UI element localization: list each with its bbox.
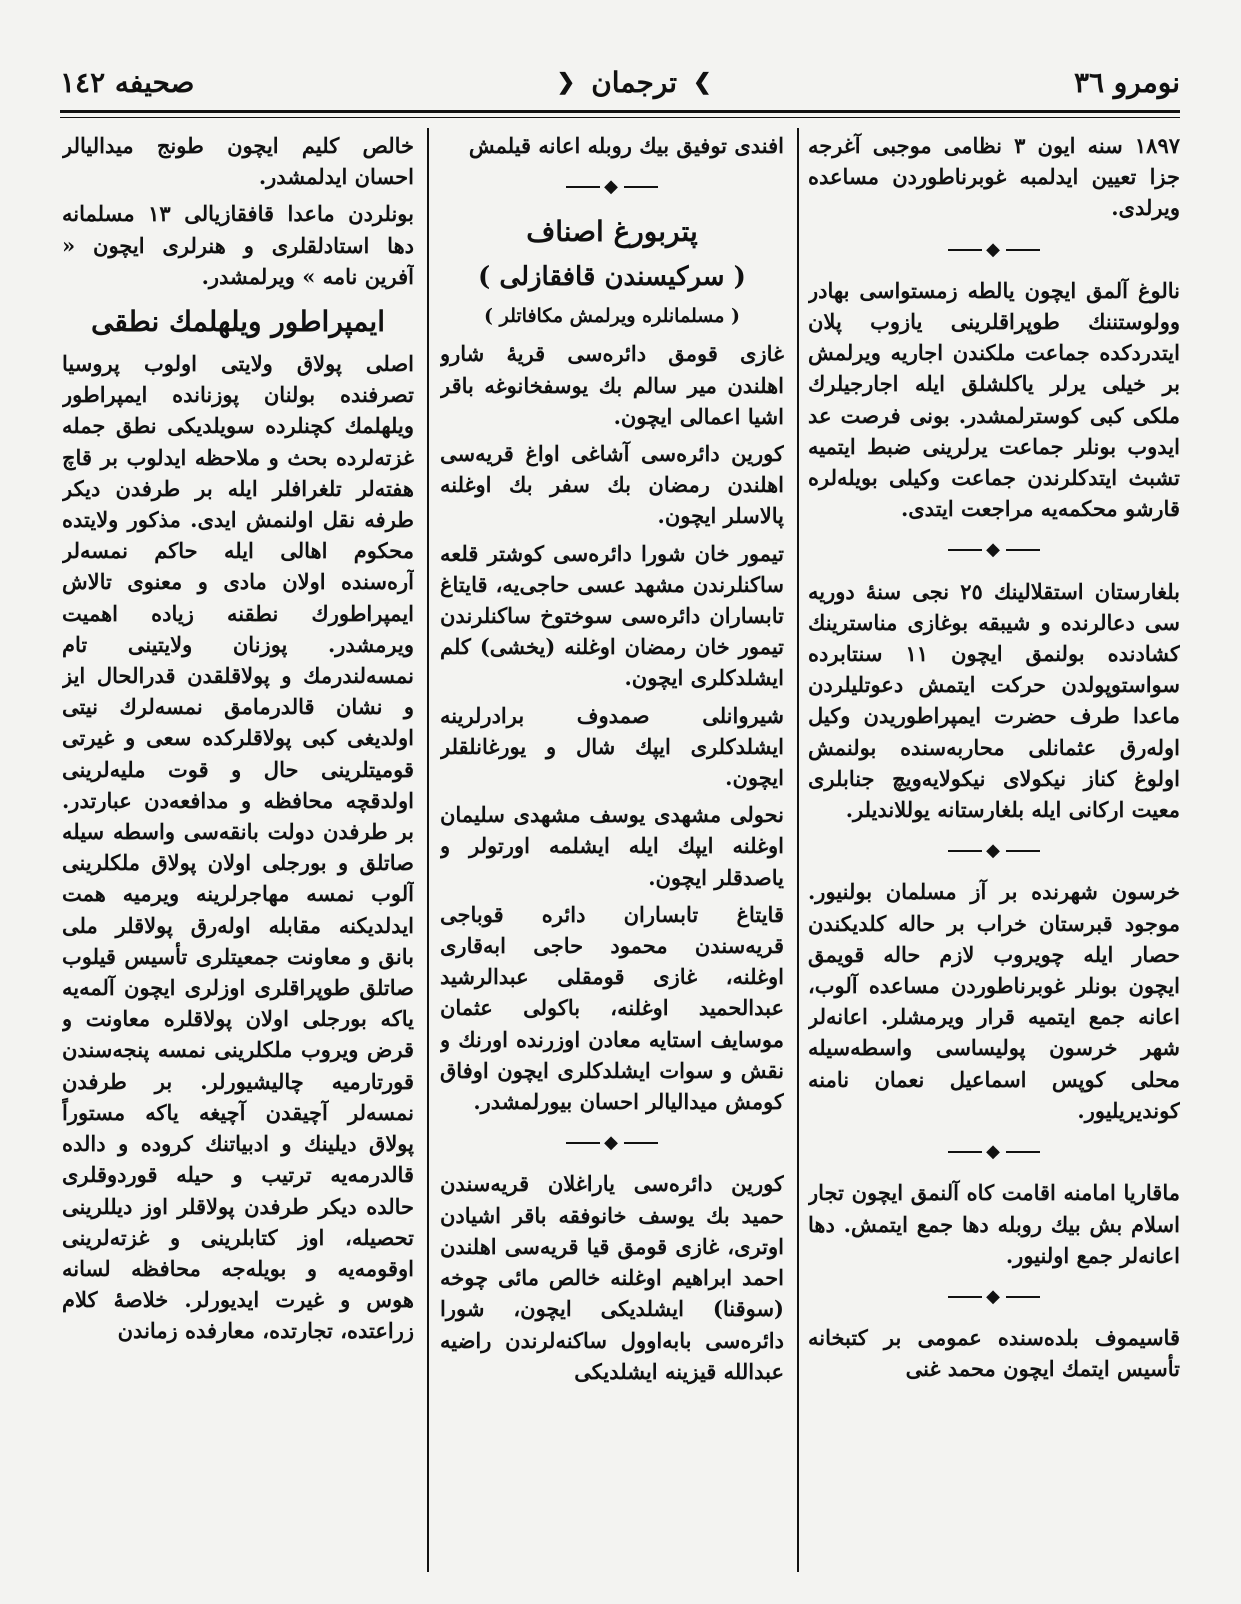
separator xyxy=(808,534,1180,565)
section-subtitle: ( مسلمانلره ويرلمش مكافاتلر ) xyxy=(484,305,740,328)
masthead xyxy=(557,66,712,99)
section-subheading: ( سركيسندن قافقازلى ) xyxy=(478,262,746,293)
header-rule xyxy=(60,110,1180,113)
article-paragraph: تيمور خان شورا دائره‌سى كوشتر قلعه ساكنلرندن مشهد عسى حاجى‌يه، قايتاغ تابساران دائره‌سى سوختوخ ساكنلرندن تيمور خان رمضان اوغلنه (يخشى) كلم ايشلدكلرى ايچون. xyxy=(440,540,784,691)
article-paragraph: افندى توفيق بيك روبله اعانه قيلمش xyxy=(468,133,784,158)
separator xyxy=(808,835,1180,866)
section-heading: پتربورغ اصناف xyxy=(526,215,698,249)
section-heading: ايمپراطور ويلهلمك نطقى xyxy=(90,305,385,339)
column-left xyxy=(62,130,414,1570)
issue-number: نومرو ٣٦ xyxy=(1073,65,1180,99)
diamond-icon: ◆ xyxy=(986,840,1002,862)
article-paragraph: قاسيموف بلده‌سنده عمومى بر كتبخانه تأسيس ايتمك ايچون محمد غنى xyxy=(808,1325,1180,1382)
article-paragraph: نالوغ آلمق ايچون يالطه زمستواسى بهادر وولوستننك طوپراقلرينى يازوب پلان ايتدردكده جماعت ملكندن اجاريه ويرلمش بر خيلى يرلر ياكلشلق ايله اجارجيلرك ملكى كبى كوسترلمشدر. بونى فرصت عد ايدوب بونلر جماعت يرلرينى ضبط ايتميه تشبث ايتدكلرندن جماعت وكيلى بويله‌لره قارشو محكمه‌يه مراجعت ايتدى. xyxy=(808,277,1180,522)
article-paragraph: كورين دائره‌سى ياراغلان قريه‌سندن حميد بك يوسف خانوفقه باقر اشيادن اوترى، غازى قومق قيا قريه‌سى اهلندن احمد ابراهيم اوغلنه خالص مائى چوخه (سوقنا) ايشلديكى ايچون، شورا دائره‌سى بابه‌اوول ساكنه‌لرندن راضيه عبدالله قيزينه ايشلديكى xyxy=(440,1171,784,1384)
column-right xyxy=(808,130,1180,1570)
ornament-left-icon: ❮ xyxy=(556,69,576,95)
diamond-icon: ◆ xyxy=(604,176,620,198)
diamond-icon: ◆ xyxy=(986,1285,1002,1307)
diamond-icon: ◆ xyxy=(604,1132,620,1154)
article-paragraph: اصلى پولاق ولايتى اولوب پروسيا تصرفنده بولنان پوزنانده ايمپراطور ويلهلمك كچنلرده سويلديكى نطق جمله غزته‌لرده بحث و ملاحظه ايدلوب بر قاچ هفته‌لر تلغرافلر ايله بر طرفدن ديكر طرفه نقل اولنمش ايدى. مذكور ولايتده محكوم اهالى ايله حاكم نمسه‌لر آره‌سنده اولان مادى و معنوى تالاش ايمپراطورك نطقنه زياده اهميت ويرمشدر. پوزنان ولايتينى تام نمسه‌لندرمك و پولاقلقدن قدرالحال ايز و نشان قالدرمامق نمسه‌لرك نيتى اولديغى كبى پولاقلركده سعى و غيرتى قوميتلرينى حال و قوت مليه‌لرينى اولدقچه محافظه و مدافعه‌دن عبارتدر. بر طرفدن دولت بانقه‌سى واسطه سيله صاتلق و بورجلى اولان پولاق ملكلرينى آلوب نمسه مهاجرلرينه ويرميه همت ايدلديكنه مقابله اوله‌رق پولاقلر ملى بانق و معاونت جمعيتلرى تأسيس قيلوب صاتلق طوپراقلرى اوزلرى ايچون آلمه‌يه ياكه بورجلى اولان پولاقلره معاونت و قرض ويروب ملكلرينى نمسه پنجه‌سندن قورتارميه چاليشيورلر. بر طرفدن نمسه‌لر آچيقدن آچيغه ياكه مستوراً پولاق ديلينك و ادبياتنك كروده و دالده قالدرمه‌يه ترتيب و حيله قوردوقلرى حالده ديكر طرفدن پولاقلر اوز ديللرينى تحصيله، اوز كتابلرينى و غزته‌لرينى اوقومه‌يه و بويله‌جه محافظه لسانه هوس و غيرت ايديورلر. خلاصۀ كلام زراعتده، تجارتده، معارفده زماندن xyxy=(62,351,414,1344)
article-paragraph: خالص كليم ايچون طونج ميداليالر احسان ايدلمشدر. xyxy=(62,133,414,190)
separator xyxy=(808,1136,1180,1167)
article-paragraph: قايتاغ تابساران دائره قوباجى قريه‌سندن محمود حاجى ابه‌قارى اوغلنه، غازى قومقلى عبدالرشيد عبدالحميد اوغلنه، باكولى عثمان موسايف استايه معادن اوزرنده اورنك و نقش و سوات ايشلدكلرى ايچون اوفاق كومش ميداليالر احسان بيورلمشدر. xyxy=(440,901,784,1115)
article-paragraph: ١٨٩٧ سنه ايون ٣ نظامى موجبى آغرجه جزا تعيين ايدلمبه غوبرناطوردن مساعده ويرلدى. xyxy=(808,133,1180,221)
article-paragraph: بلغارستان استقلالينك ٢٥ نجى سنۀ دوريه سى دعالرنده و شيبقه بوغازى مناسترينك كشادنده بولنمق ايچون ١١ سنتابرده سواستوپولدن حركت ايتمش دعوتليلردن ماعدا طرف حضرت ايمپراطوريدن وكيل اوله‌رق عثمانلى محاربه‌سنده بولنمش اولوغ كناز نيكولاى نيكولايه‌ويچ جنابلرى معيت اركانى ايله بلغارستانه يوللانديلر. xyxy=(808,578,1180,823)
page-header xyxy=(60,62,1180,102)
diamond-icon: ◆ xyxy=(986,539,1002,561)
header-rule-thin xyxy=(60,117,1180,118)
page-number: صحيفه ١٤٢ xyxy=(60,65,195,99)
ornament-right-icon: ❯ xyxy=(693,69,712,95)
article-paragraph: ماقاريا امامنه اقامت كاه آلنمق ايچون تجار اسلام بش بيك روبله دها جمع ايتمش. دها اعانه‌لر جمع اولنيور. xyxy=(808,1180,1180,1268)
column-middle xyxy=(440,130,784,1570)
article-paragraph: بونلردن ماعدا قافقازيالى ١٣ مسلمانه دها استادلقلرى و هنرلرى ايچون « آفرين نامه » ويرلمشدر. xyxy=(62,201,414,289)
separator xyxy=(440,1127,784,1158)
article-paragraph: شيروانلى صمدوف برادرلرينه ايشلدكلرى ايپك شال و يورغانلقلر ايچون. xyxy=(440,702,784,791)
newspaper-title: ترجمان xyxy=(591,65,678,99)
article-paragraph: نحولى مشهدى يوسف مشهدى سليمان اوغلنه ايپك ايله ايشلمه اورتولر و ياصدقلر ايچون. xyxy=(440,802,784,890)
separator xyxy=(808,1281,1180,1312)
diamond-icon: ◆ xyxy=(986,1141,1002,1163)
separator xyxy=(808,234,1180,265)
separator xyxy=(440,171,784,202)
column-divider-right xyxy=(797,128,799,1572)
diamond-icon: ◆ xyxy=(986,238,1002,260)
article-paragraph: خرسون شهرنده بر آز مسلمان بولنيور. موجود قبرستان خراب بر حاله كلديكندن حصار ايله چويروب لازم حاله قويمق ايچون بونلر غوبرناطوردن مساعده آلوب، اعانه جمع ايتميه قرار ويرمشلر. اعانه‌لر شهر خرسون پوليساسى واسطه‌سيله محلى كوپس اسماعيل نعمان نامنه كونديريليور. xyxy=(808,879,1180,1123)
article-paragraph: غازى قومق دائره‌سى قريۀ شارو اهلندن مير سالم بك يوسفخانوغه باقر اشيا اعمالى ايچون. xyxy=(440,341,784,429)
column-divider-left xyxy=(427,128,429,1572)
article-paragraph: كورين دائره‌سى آشاغى اواغ قريه‌سى اهلندن رمضان بك سفر بك اوغلنه پالاسلر ايچون. xyxy=(440,441,784,529)
